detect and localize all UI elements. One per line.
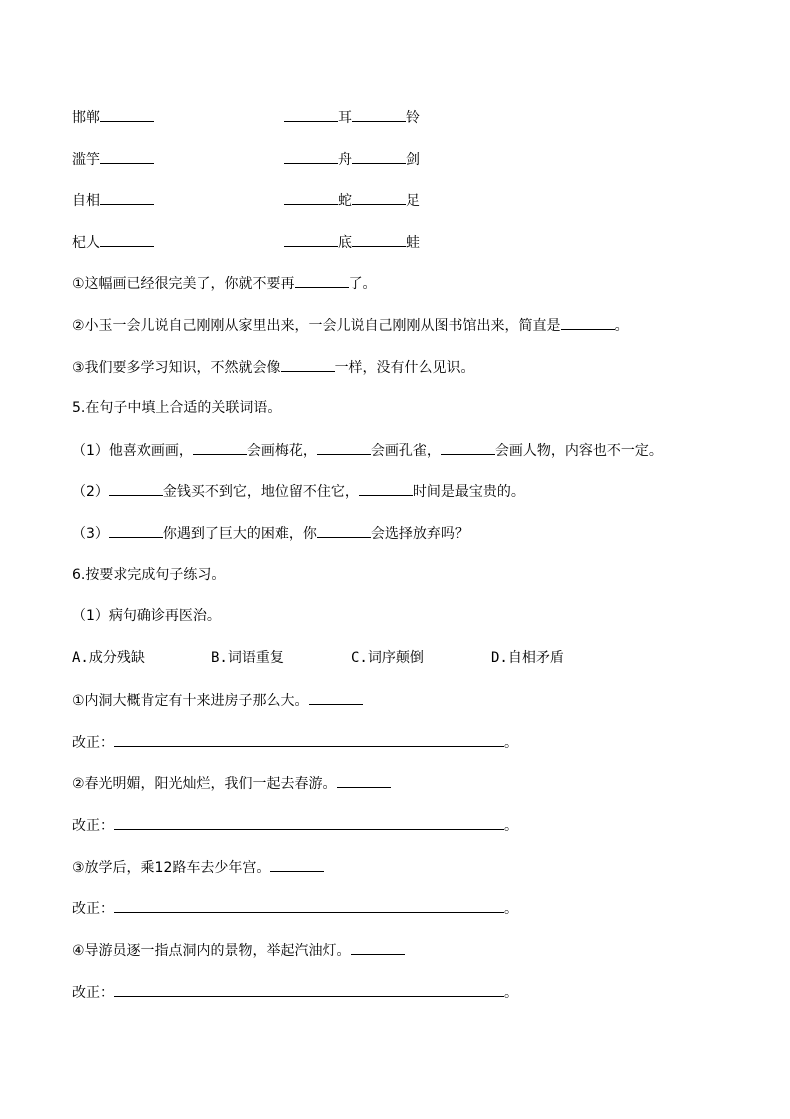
answer-blank[interactable] <box>284 107 338 122</box>
sentence-text: ②小玉一会儿说自己刚刚从家里出来，一会儿说自己刚刚从图书馆出来，简直是 <box>72 318 561 334</box>
q6-item-1 <box>72 690 363 710</box>
answer-blank[interactable] <box>109 481 163 496</box>
sentence-end: 。 <box>504 985 518 1001</box>
sentence-end: 。 <box>504 818 518 834</box>
sentence-text: ①这幅画已经很完美了，你就不要再 <box>72 276 295 292</box>
sentence-text: ③我们要多学习知识，不然就会像 <box>72 360 281 376</box>
correction-line <box>72 732 518 752</box>
idiom-row <box>72 190 420 210</box>
sentence-text: 金钱买不到它，地位留不住它， <box>162 484 359 500</box>
answer-blank[interactable] <box>352 190 406 205</box>
idiom-mid-text: 耳 <box>338 110 352 126</box>
sentence-text: 时间是最宝贵的。 <box>412 484 525 500</box>
idiom-right-text: 蛙 <box>406 235 420 251</box>
answer-blank[interactable] <box>351 940 405 955</box>
q6-item-2 <box>72 773 391 793</box>
correction-label: 改正： <box>72 735 114 751</box>
idiom-left-text: 滥竽 <box>72 152 100 168</box>
idiom-left-text: 杞人 <box>72 235 100 251</box>
q6-item-4 <box>72 940 405 960</box>
question-6-title: 6.按要求完成句子练习。 <box>72 567 226 583</box>
sentence-end: 。 <box>614 318 629 334</box>
item-number: （1） <box>72 443 109 459</box>
correction-blank[interactable] <box>114 898 504 913</box>
answer-blank[interactable] <box>100 107 154 122</box>
idiom-right-text: 足 <box>406 193 420 209</box>
option-a: A.成分残缺 <box>72 650 145 666</box>
idiom-mid-text: 底 <box>338 235 352 251</box>
answer-blank[interactable] <box>317 440 371 455</box>
answer-blank[interactable] <box>352 107 406 122</box>
fill-sentence <box>72 315 629 335</box>
answer-blank[interactable] <box>561 315 615 330</box>
idiom-row <box>72 232 420 252</box>
correction-label: 改正： <box>72 818 114 834</box>
q6-subtitle: （1）病句确诊再医治。 <box>72 608 221 624</box>
answer-blank[interactable] <box>441 440 495 455</box>
sentence-text: 会画人物，内容也不一定。 <box>494 443 663 459</box>
answer-blank[interactable] <box>309 690 363 705</box>
question-5-title: 5.在句子中填上合适的关联词语。 <box>72 400 282 416</box>
idiom-row <box>72 107 420 127</box>
idiom-right-text: 剑 <box>406 152 420 168</box>
idiom-mid-text: 蛇 <box>338 193 352 209</box>
fill-sentence <box>72 273 377 293</box>
sentence-text: ④导游员逐一指点洞内的景物，举起汽油灯。 <box>72 943 351 959</box>
sentence-end: 了。 <box>348 276 377 292</box>
sentence-text: ①内洞大概肯定有十来进房子那么大。 <box>72 693 309 709</box>
idiom-left-text: 自相 <box>72 193 100 209</box>
sentence-text: 他喜欢画画， <box>108 443 193 459</box>
option-d: D.自相矛盾 <box>491 650 564 666</box>
answer-blank[interactable] <box>352 149 406 164</box>
correction-blank[interactable] <box>114 815 504 830</box>
sentence-text: ②春光明媚，阳光灿烂，我们一起去春游。 <box>72 776 337 792</box>
q6-options <box>72 648 712 668</box>
answer-blank[interactable] <box>352 232 406 247</box>
correction-label: 改正： <box>72 985 114 1001</box>
sentence-text: ③放学后，乘12路车去少年宫。 <box>72 860 271 876</box>
sentence-end: 。 <box>504 901 518 917</box>
correction-line <box>72 815 518 835</box>
answer-blank[interactable] <box>317 523 371 538</box>
correction-blank[interactable] <box>114 732 504 747</box>
idiom-mid-text: 舟 <box>338 152 352 168</box>
answer-blank[interactable] <box>284 149 338 164</box>
answer-blank[interactable] <box>100 232 154 247</box>
item-number: （2） <box>72 484 109 500</box>
q5-sentence-2 <box>72 481 525 501</box>
answer-blank[interactable] <box>270 857 324 872</box>
answer-blank[interactable] <box>284 190 338 205</box>
correction-line <box>72 982 518 1002</box>
answer-blank[interactable] <box>100 190 154 205</box>
idiom-row <box>72 149 420 169</box>
q5-sentence-1 <box>72 440 663 460</box>
fill-sentence <box>72 357 475 377</box>
q6-item-3 <box>72 857 324 877</box>
option-b: B.词语重复 <box>211 650 284 666</box>
correction-blank[interactable] <box>114 982 504 997</box>
answer-blank[interactable] <box>295 273 349 288</box>
sentence-text: 会画梅花， <box>246 443 317 459</box>
sentence-end: 一样，没有什么见识。 <box>334 360 475 376</box>
option-c: C.词序颠倒 <box>351 650 424 666</box>
answer-blank[interactable] <box>193 440 247 455</box>
idiom-left-text: 邯郸 <box>72 110 100 126</box>
answer-blank[interactable] <box>281 357 335 372</box>
item-number: （3） <box>72 526 109 542</box>
answer-blank[interactable] <box>359 481 413 496</box>
sentence-end: 。 <box>504 735 518 751</box>
answer-blank[interactable] <box>100 149 154 164</box>
sentence-text: 会选择放弃吗？ <box>370 526 469 542</box>
sentence-text: 你遇到了巨大的困难，你 <box>162 526 317 542</box>
idiom-right-text: 铃 <box>406 110 420 126</box>
answer-blank[interactable] <box>337 773 391 788</box>
answer-blank[interactable] <box>109 523 163 538</box>
answer-blank[interactable] <box>284 232 338 247</box>
q5-sentence-3 <box>72 523 469 543</box>
sentence-text: 会画孔雀， <box>370 443 441 459</box>
correction-label: 改正： <box>72 901 114 917</box>
correction-line <box>72 898 518 918</box>
